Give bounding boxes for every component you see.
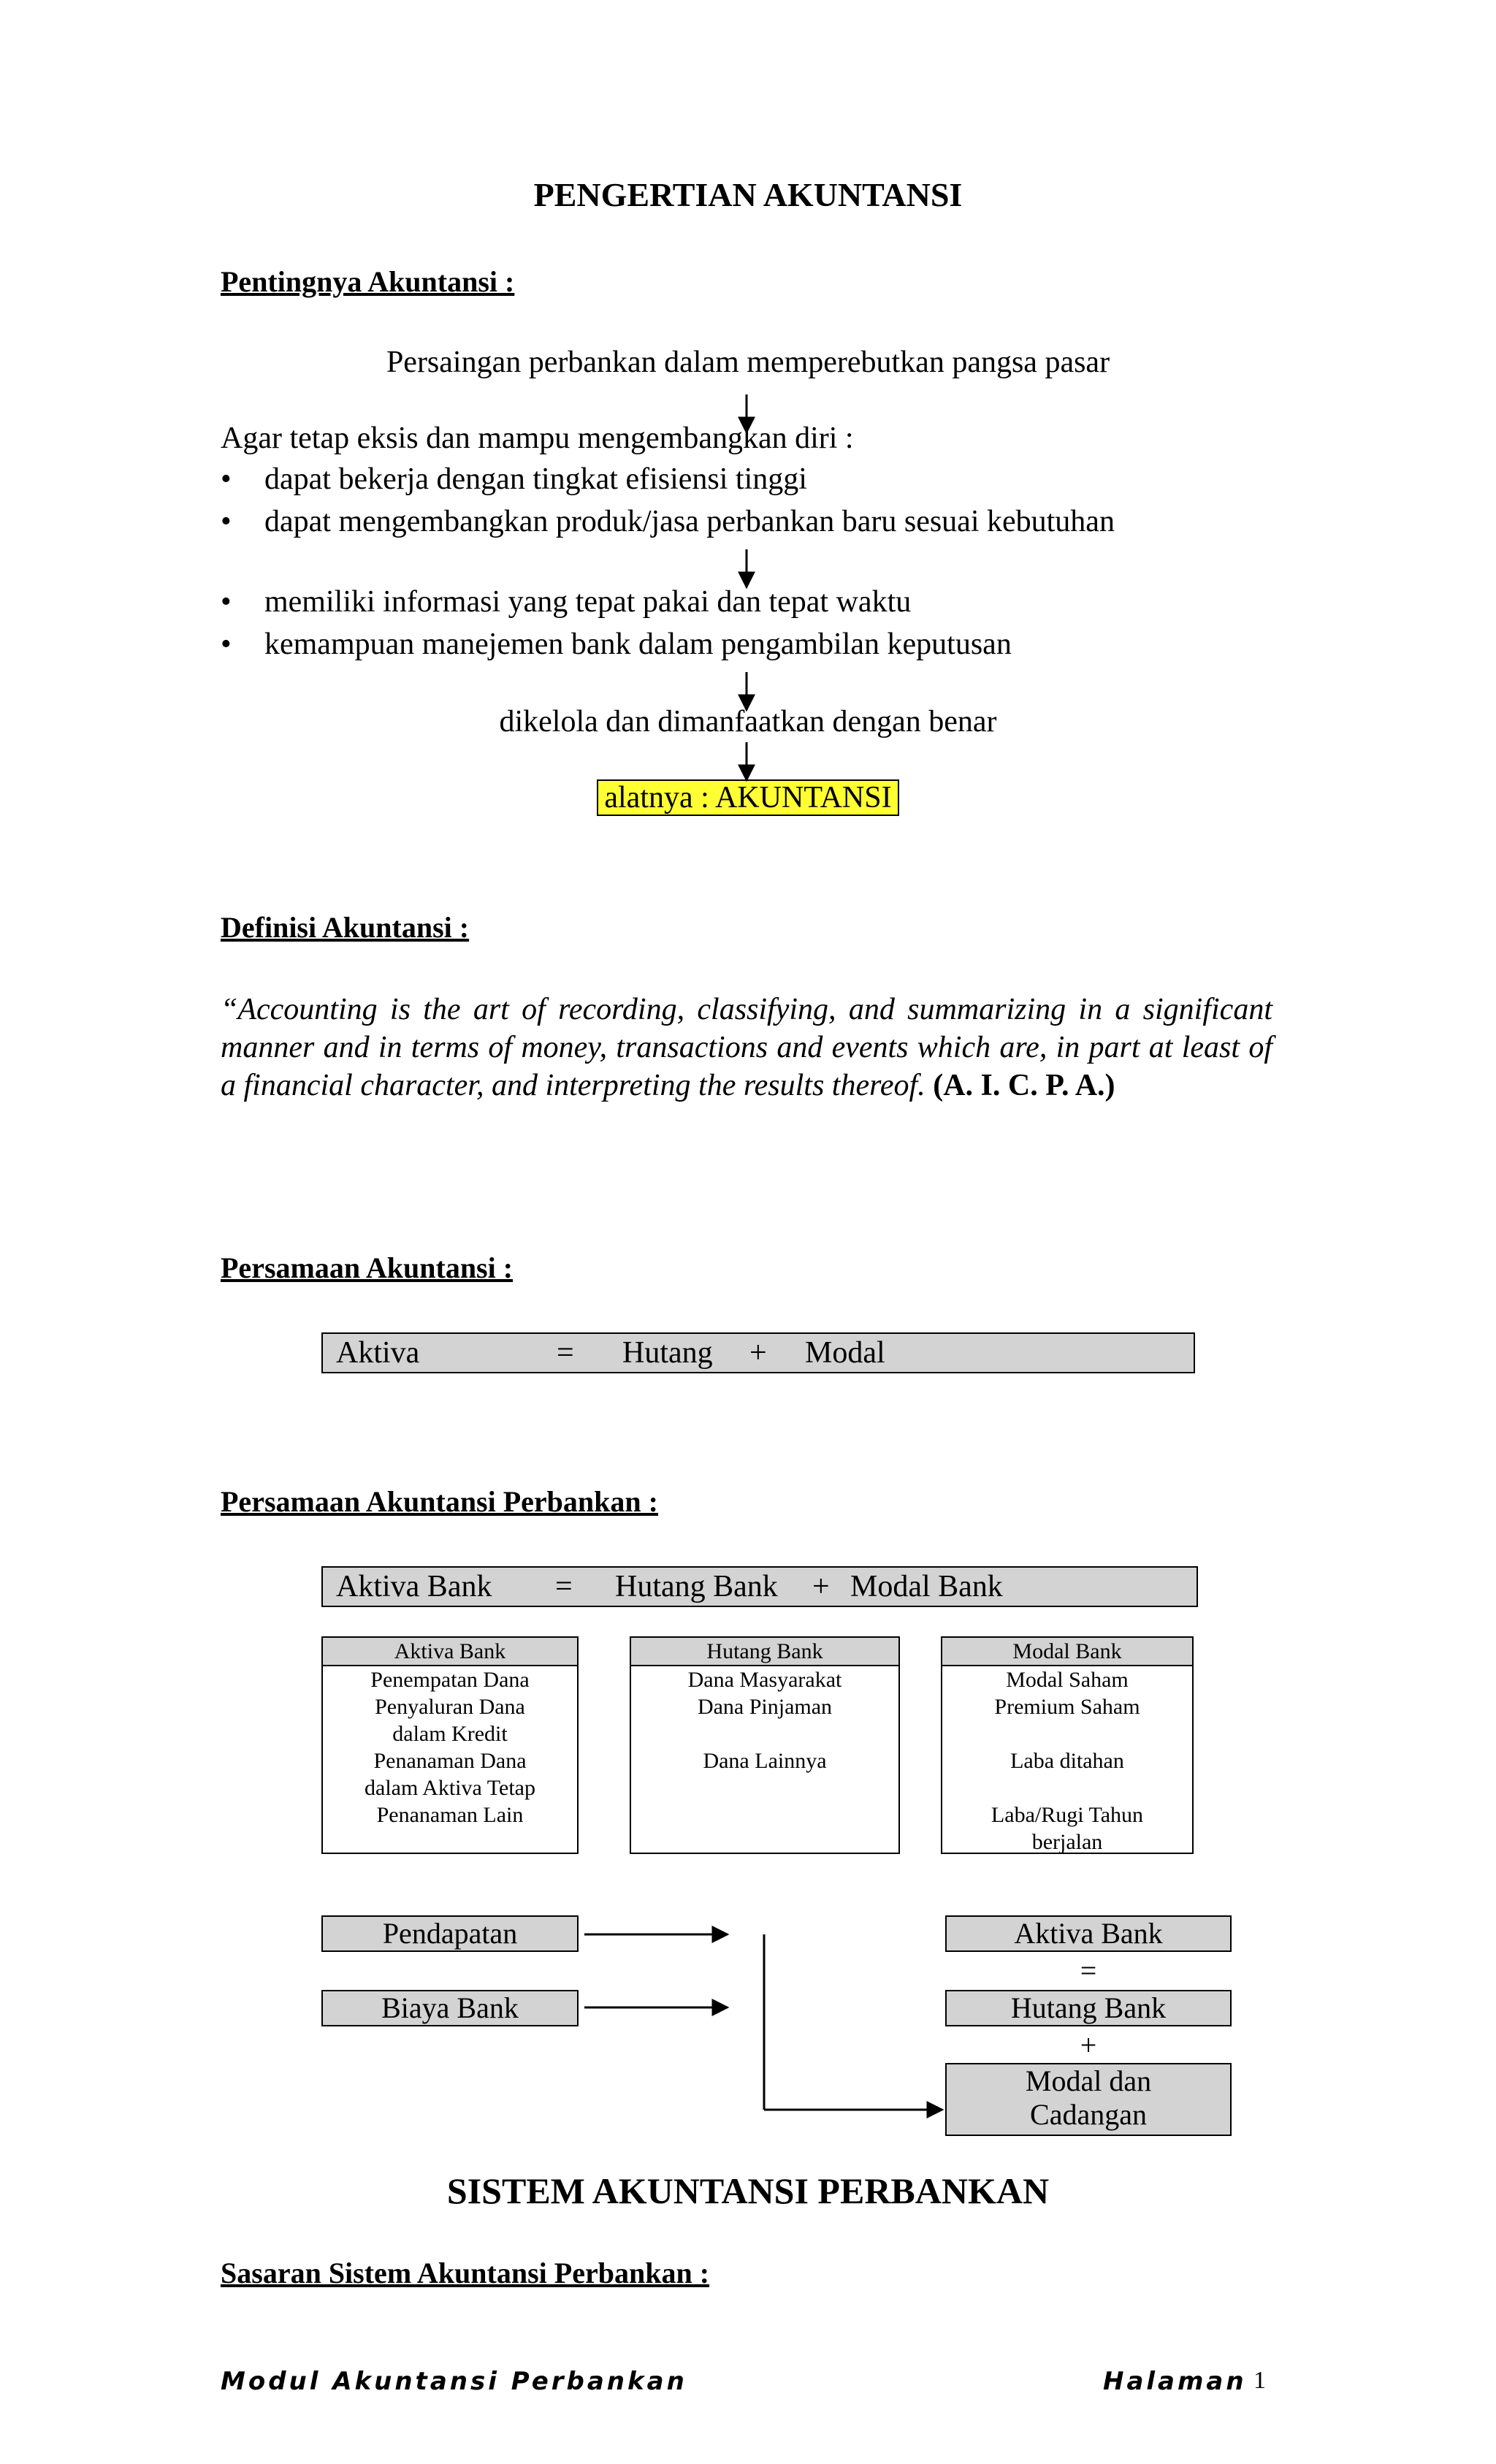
eq-sign: = <box>555 1570 573 1603</box>
column-header: Modal Bank <box>942 1638 1192 1666</box>
column-line: Premium Saham <box>994 1695 1140 1719</box>
eq-sign: = <box>557 1336 574 1370</box>
modal-line-2: Cadangan <box>1030 2098 1147 2131</box>
column-header: Aktiva Bank <box>323 1638 577 1666</box>
column-header: Hutang Bank <box>631 1638 898 1666</box>
modal-line-1: Modal dan <box>1025 2064 1152 2097</box>
page-title: PENGERTIAN AKUNTANSI <box>533 176 963 213</box>
flow-equals: = <box>1080 1954 1097 1987</box>
box-pendapatan: Pendapatan <box>321 1915 579 1952</box>
column-line: Dana Masyarakat <box>687 1668 842 1692</box>
box-aktiva-bank: Aktiva Bank <box>945 1915 1232 1952</box>
eq-aktiva-bank: Aktiva Bank <box>336 1570 492 1603</box>
section-title-sistem: SISTEM AKUNTANSI PERBANKAN <box>446 2170 1050 2211</box>
column-line: dalam Kredit <box>392 1722 508 1746</box>
column-line: Laba/Rugi Tahun <box>991 1803 1144 1827</box>
box-hutang-bank: Hutang Bank <box>945 1990 1232 2026</box>
heading-perbankan: Persamaan Akuntansi Perbankan : <box>221 1485 658 1518</box>
heading-sasaran: Sasaran Sistem Akuntansi Perbankan : <box>221 2257 710 2289</box>
column-line: Modal Saham <box>1006 1668 1129 1692</box>
bullet-item: • dapat bekerja dengan tingkat efisiensi tinggi <box>221 462 807 496</box>
highlight-akuntansi: alatnya : AKUNTANSI <box>0 780 1496 815</box>
column-line: Dana Lainnya <box>703 1749 827 1773</box>
column-line: Penyaluran Dana <box>375 1695 525 1719</box>
text-persaingan: Persaingan perbankan dalam memperebutkan pangsa pasar <box>386 346 1110 379</box>
quote-source: (A. I. C. P. A.) <box>933 1069 1115 1102</box>
column-line: Penanaman Dana <box>373 1749 527 1773</box>
text-dikelola: dikelola dan dimanfaatkan dengan benar <box>499 705 997 739</box>
bullet-item: • memiliki informasi yang tepat pakai dan tepat waktu <box>221 585 912 619</box>
column-line: Penanaman Lain <box>376 1803 524 1827</box>
footer-page-number: 1 <box>1253 2367 1266 2394</box>
flow-plus: + <box>1080 2029 1097 2061</box>
eq-plus: + <box>749 1336 767 1370</box>
bullet-item: • dapat mengembangkan produk/jasa perbankan baru sesuai kebutuhan <box>221 505 1115 538</box>
text-agar-tetap: Agar tetap eksis dan mampu mengembangkan diri : <box>221 422 854 455</box>
eq-hutang: Hutang <box>622 1336 713 1370</box>
heading-definisi: Definisi Akuntansi : <box>221 911 470 944</box>
bullet-item: • kemampuan manejemen bank dalam pengambilan keputusan <box>221 628 1012 661</box>
heading-pentingnya: Pentingnya Akuntansi : <box>221 265 515 298</box>
heading-persamaan: Persamaan Akuntansi : <box>221 1251 514 1284</box>
column-line: berjalan <box>1031 1830 1103 1854</box>
definition-quote: “Accounting is the art of recording, classifying, and summarizing in a significant manner and in terms of money, transactions and events which are, in part at least of a financial character, and interpreting the results thereof. (A. I. C. P. A.) <box>221 993 1272 1102</box>
column-line: Dana Pinjaman <box>697 1695 833 1719</box>
column-line: Penempatan Dana <box>370 1668 530 1692</box>
eq-hutang-bank: Hutang Bank <box>615 1570 778 1603</box>
box-biaya-bank: Biaya Bank <box>321 1990 579 2026</box>
eq-modal: Modal <box>805 1336 885 1370</box>
eq-modal-bank: Modal Bank <box>850 1570 1003 1603</box>
footer-module-name: Modul Akuntansi Perbankan <box>221 2367 687 2396</box>
footer-halaman: Halaman <box>1103 2367 1247 2396</box>
eq-aktiva: Aktiva <box>336 1336 420 1370</box>
column-line: Laba ditahan <box>1010 1749 1124 1773</box>
eq-plus: + <box>812 1570 830 1603</box>
column-line: dalam Aktiva Tetap <box>365 1776 535 1800</box>
